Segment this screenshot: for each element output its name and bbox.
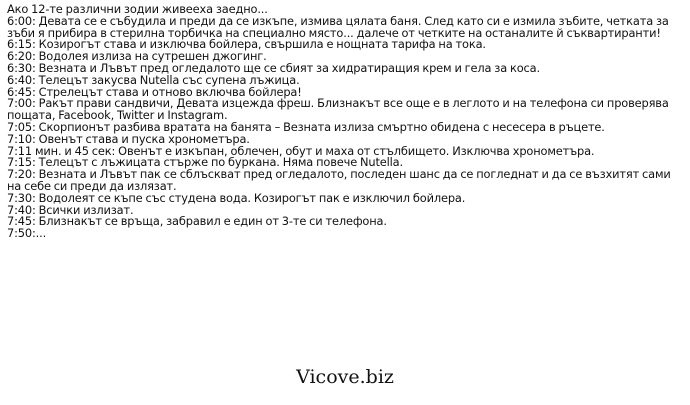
timeline-entry: 6:20: Водолея излиза на сутрешен джогинг. <box>7 49 267 64</box>
timeline-entry: 6:00: Девата се е събудила и преди да се изкъпе, измива цялата баня. След като си е измила зъбите, четката за зъби я прибира в стерилна торбичка на специално място... далече от четките на останалите й съквартиранти! <box>7 13 669 40</box>
timeline-entry: 7:45: Близнакът се връща, забравил е един от 3-те си телефона. <box>7 214 387 229</box>
timeline-entry: 6:40: Телецът закусва Nutella със супена лъжица. <box>7 72 300 87</box>
timeline-entry: 7:11 мин. и 45 сек: Овенът е изкъпан, облечен, обут и маха от стълбището. Изключва хронометъра. <box>7 143 595 158</box>
timeline-entry: 7:10: Овенът става и пуска хронометъра. <box>7 131 250 146</box>
timeline-entry: 6:45: Стрелецът става и отново включва бойлера! <box>7 84 302 99</box>
timeline-entry: 7:15: Телецът с лъжицата стърже по буркана. Няма повече Nutella. <box>7 155 403 170</box>
site-watermark: Vicove.biz <box>296 366 394 388</box>
timeline-entry: 6:15: Козирогът става и изключва бойлера, свършила е нощната тарифа на тока. <box>7 37 486 52</box>
timeline-entry: 7:00: Ракът прави сандвичи, Девата изцежда фреш. Близнакът все още е в леглото и на телефона си проверява пощата, Facebook, Twitter и Instagram. <box>7 96 669 123</box>
joke-text <box>7 4 683 240</box>
joke-intro: Ако 12-те различни зодии живееха заедно... <box>7 2 268 16</box>
timeline-entry: 7:20: Везната и Лъвът пак се сблъскват пред огледалото, последен шанс да се погледнат и да се възхитят сами на себе си преди да излязат. <box>7 167 671 193</box>
timeline-entry: 7:30: Водолеят се къпе със студена вода. Козирогът пак е изключил бойлера. <box>7 190 466 205</box>
timeline-entry: 7:50:... <box>7 226 47 241</box>
timeline-entry: 7:05: Скорпионът разбива вратата на банята – Везната излиза смъртно обидена с несесера в ръцете. <box>7 119 605 134</box>
timeline-entry: 6:30: Везната и Лъвът пред огледалото ще се сбият за хидратиращия крем и гела за коса. <box>7 60 540 75</box>
timeline-entry: 7:40: Всички излизат. <box>7 202 134 217</box>
